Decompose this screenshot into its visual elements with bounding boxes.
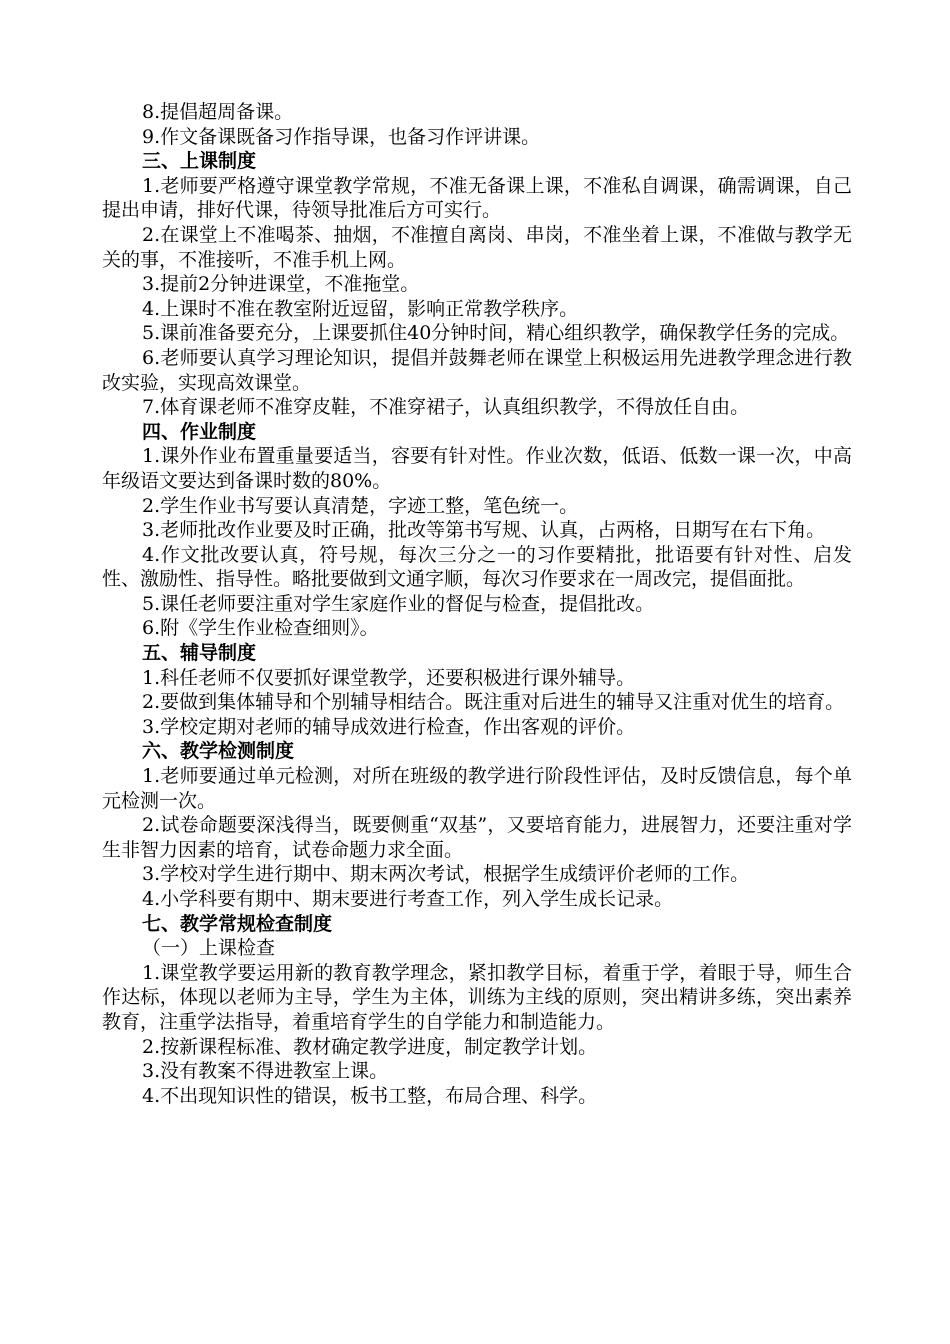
item-prep-8: 8.提倡超周备课。 — [142, 101, 294, 123]
item-test-3: 3.学校对学生进行期中、期末两次考试，根据学生成绩评价老师的工作。 — [142, 863, 750, 886]
item-tutor-1: 1.科任老师不仅要抓好课堂教学，还要积极进行课外辅导。 — [142, 666, 636, 689]
heading-section-4: 四、作业制度 — [142, 420, 257, 443]
item-homework-5: 5.课任老师要注重对学生家庭作业的督促与检查，提倡批改。 — [142, 592, 655, 615]
item-check-3: 3.没有教案不得进教室上课。 — [142, 1060, 389, 1083]
item-check-4: 4.不出现知识性的错误，板书工整，布局合理、科学。 — [142, 1084, 598, 1107]
item-test-2: 2.试卷命题要深浅得当，既要侧重“双基”，又要培育能力，进展智力，还要注重对学生非智力因素的培育，试卷命题力求全面。 — [102, 814, 852, 861]
heading-section-6: 六、教学检测制度 — [142, 740, 295, 763]
item-class-7: 7.体育课老师不准穿皮鞋，不准穿裙子，认真组织教学，不得放任自由。 — [142, 396, 750, 419]
item-test-1: 1.老师要通过单元检测，对所在班级的教学进行阶段性评估，及时反馈信息，每个单元检测一次。 — [102, 765, 852, 812]
item-homework-6: 6.附《学生作业检查细则》。 — [142, 617, 379, 640]
item-homework-1: 1.课外作业布置重量要适当，容要有针对性。作业次数，低语、低数一课一次，中高年级语文要达到备课时数的80%。 — [102, 445, 852, 492]
subheading-class-check: （一）上课检查 — [142, 937, 276, 960]
item-test-4: 4.小学科要有期中、期末要进行考查工作，列入学生成长记录。 — [142, 888, 674, 910]
heading-section-3: 三、上课制度 — [142, 150, 257, 173]
item-homework-4: 4.作文批改要认真，符号规，每次三分之一的习作要精批，批语要有针对性、启发性、激励性、指导性。略批要做到文通字顺，每次习作要求在一周改完，提倡面批。 — [102, 543, 852, 591]
item-class-2: 2.在课堂上不准喝茶、抽烟，不准擅自离岗、串岗，不准坐着上课，不准做与教学无关的事，不准接听，不准手机上网。 — [102, 223, 852, 271]
item-tutor-3: 3.学校定期对老师的辅导成效进行检查，作出客观的评价。 — [142, 715, 636, 738]
item-check-2: 2.按新课程标准、教材确定教学进度，制定教学计划。 — [142, 1035, 598, 1058]
item-class-6: 6.老师要认真学习理论知识，提倡并鼓舞老师在课堂上积极运用先进教学理念进行教改实验，实现高效课堂。 — [102, 346, 852, 394]
item-tutor-2: 2.要做到集体辅导和个别辅导相结合。既注重对后进生的辅导又注重对优生的培育。 — [142, 691, 845, 714]
item-homework-2: 2.学生作业书写要认真清楚，字迹工整，笔色统一。 — [142, 494, 579, 517]
item-class-5: 5.课前准备要充分，上课要抓住40分钟时间，精心组织教学，确保教学任务的完成。 — [142, 322, 850, 345]
item-class-3: 3.提前2分钟进课堂，不准拖堂。 — [142, 273, 420, 296]
item-prep-9: 9.作文备课既备习作指导课，也备习作评讲课。 — [142, 125, 541, 148]
document-body — [102, 100, 852, 1108]
heading-section-5: 五、辅导制度 — [142, 642, 257, 665]
item-homework-3: 3.老师批改作业要及时正确，批改等第书写规、认真，占两格，日期写在右下角。 — [142, 519, 826, 542]
item-class-1: 1.老师要严格遵守课堂教学常规，不准无备课上课，不准私自调课，确需调课，自己提出申请，排好代课，待领导批准后方可实行。 — [102, 174, 852, 222]
item-check-1: 1.课堂教学要运用新的教育教学理念，紧扣教学目标，着重于学，着眼于导，师生合作达标，体现以老师为主导，学生为主体，训练为主线的原则，突出精讲多练，突出素养教育，注重学法指导，着重培育学生的自学能力和制造能力。 — [102, 961, 852, 1033]
item-class-4: 4.上课时不准在教室附近逗留，影响正常教学秩序。 — [142, 297, 579, 320]
heading-section-7: 七、教学常规检查制度 — [142, 912, 333, 935]
